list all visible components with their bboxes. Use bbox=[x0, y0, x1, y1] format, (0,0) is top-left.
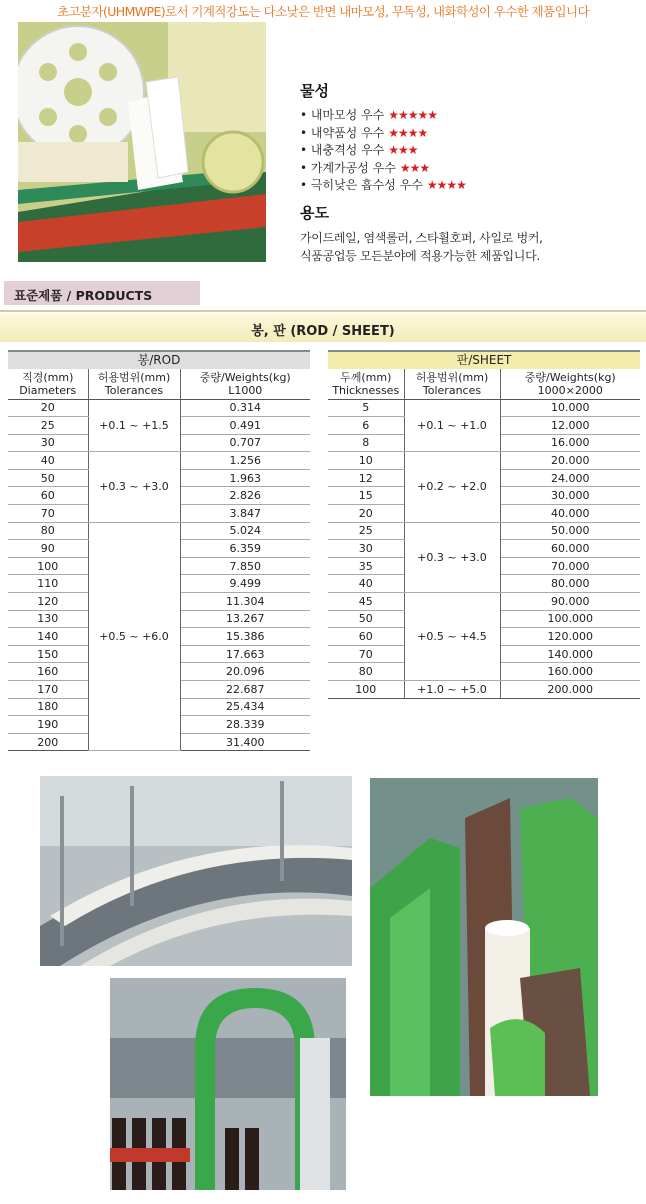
sheet-thickness: 10 bbox=[328, 452, 404, 470]
rod-diameter: 20 bbox=[8, 399, 88, 417]
rod-weight: 15.386 bbox=[180, 628, 310, 646]
rod-tolerance: +0.5 ~ +6.0 bbox=[88, 522, 180, 751]
star-rating: ★★★★ bbox=[426, 178, 466, 192]
table-row bbox=[328, 681, 640, 699]
sheet-thickness: 50 bbox=[328, 610, 404, 628]
sheet-weight: 12.000 bbox=[500, 417, 640, 435]
rod-diameter: 40 bbox=[8, 452, 88, 470]
sheet-tolerance: +0.2 ~ +2.0 bbox=[404, 452, 500, 522]
rod-diameter: 190 bbox=[8, 716, 88, 734]
property-label: • 극히낮은 흡수성 우수 bbox=[300, 178, 423, 192]
property-label: • 가계가공성 우수 bbox=[300, 160, 396, 175]
rod-diameter: 150 bbox=[8, 645, 88, 663]
sheet-caption: 판/SHEET bbox=[328, 351, 640, 369]
uses-section bbox=[300, 202, 640, 265]
sheet-weight: 40.000 bbox=[500, 505, 640, 523]
sheet-thickness: 5 bbox=[328, 399, 404, 417]
sheet-thickness: 15 bbox=[328, 487, 404, 505]
sheet-thickness: 60 bbox=[328, 628, 404, 646]
sheet-thickness: 45 bbox=[328, 593, 404, 611]
table-row bbox=[8, 452, 310, 470]
sheet-weight: 16.000 bbox=[500, 434, 640, 452]
products-label: 표준제품 / PRODUCTS bbox=[4, 281, 200, 305]
rod-weight: 5.024 bbox=[180, 522, 310, 540]
rod-weight: 0.491 bbox=[180, 417, 310, 435]
conveyor-photo bbox=[40, 776, 352, 966]
sheet-thickness: 100 bbox=[328, 681, 404, 699]
rod-weight: 0.707 bbox=[180, 434, 310, 452]
rod-diameter: 170 bbox=[8, 681, 88, 699]
rod-diameter: 30 bbox=[8, 434, 88, 452]
sheet-table bbox=[328, 350, 640, 699]
profiles-photo-illustration bbox=[370, 778, 598, 1096]
rod-table bbox=[8, 350, 310, 751]
rod-weight: 22.687 bbox=[180, 681, 310, 699]
sheet-weight: 160.000 bbox=[500, 663, 640, 681]
rod-weight: 1.963 bbox=[180, 469, 310, 487]
rod-weight: 13.267 bbox=[180, 610, 310, 628]
bottling-photo-illustration bbox=[110, 978, 346, 1190]
rod-weight: 11.304 bbox=[180, 593, 310, 611]
sheet-header-thickness: 두께(mm) Thicknesses bbox=[328, 369, 404, 399]
star-rating: ★★★ bbox=[399, 160, 430, 175]
rod-weight: 28.339 bbox=[180, 716, 310, 734]
sheet-thickness: 35 bbox=[328, 557, 404, 575]
rod-weight: 1.256 bbox=[180, 452, 310, 470]
sheet-tolerance: +0.5 ~ +4.5 bbox=[404, 593, 500, 681]
sheet-weight: 120.000 bbox=[500, 628, 640, 646]
rod-diameter: 25 bbox=[8, 417, 88, 435]
table-row bbox=[328, 452, 640, 470]
rod-weight: 20.096 bbox=[180, 663, 310, 681]
rod-weight: 2.826 bbox=[180, 487, 310, 505]
sheet-weight: 70.000 bbox=[500, 557, 640, 575]
divider bbox=[0, 310, 646, 312]
star-rating: ★★★★ bbox=[388, 125, 428, 140]
rodsheet-title: 봉, 판 (ROD / SHEET) bbox=[0, 314, 646, 342]
rod-weight: 3.847 bbox=[180, 505, 310, 523]
uses-line-2: 식품공업등 모든분야에 적용가능한 제품입니다. bbox=[300, 249, 540, 263]
rod-diameter: 80 bbox=[8, 522, 88, 540]
rod-diameter: 200 bbox=[8, 733, 88, 751]
rod-diameter: 140 bbox=[8, 628, 88, 646]
rod-diameter: 50 bbox=[8, 469, 88, 487]
property-item bbox=[300, 160, 640, 178]
table-row bbox=[328, 399, 640, 417]
property-label: • 내마모성 우수 bbox=[300, 108, 385, 122]
sheet-weight: 90.000 bbox=[500, 593, 640, 611]
sheet-weight: 20.000 bbox=[500, 452, 640, 470]
rod-diameter: 100 bbox=[8, 557, 88, 575]
sheet-weight: 24.000 bbox=[500, 469, 640, 487]
rod-diameter: 60 bbox=[8, 487, 88, 505]
table-row bbox=[8, 522, 310, 540]
rod-header-tolerance: 허용범위(mm) Tolerances bbox=[88, 369, 180, 399]
rod-weight: 0.314 bbox=[180, 399, 310, 417]
property-label: • 내약품성 우수 bbox=[300, 125, 385, 140]
rod-weight: 9.499 bbox=[180, 575, 310, 593]
sheet-thickness: 40 bbox=[328, 575, 404, 593]
sheet-thickness: 25 bbox=[328, 522, 404, 540]
sheet-tolerance: +0.1 ~ +1.0 bbox=[404, 399, 500, 452]
rod-tolerance: +0.1 ~ +1.5 bbox=[88, 399, 180, 452]
sheet-thickness: 20 bbox=[328, 505, 404, 523]
rod-diameter: 110 bbox=[8, 575, 88, 593]
rod-weight: 17.663 bbox=[180, 645, 310, 663]
rod-header-weight: 중량/Weights(kg) L1000 bbox=[180, 369, 310, 399]
sheet-weight: 60.000 bbox=[500, 540, 640, 558]
rod-weight: 31.400 bbox=[180, 733, 310, 751]
profiles-photo bbox=[370, 778, 598, 1096]
table-row bbox=[328, 593, 640, 611]
rod-diameter: 120 bbox=[8, 593, 88, 611]
sheet-weight: 200.000 bbox=[500, 681, 640, 699]
sheet-weight: 10.000 bbox=[500, 399, 640, 417]
table-row bbox=[8, 399, 310, 417]
table-row bbox=[328, 522, 640, 540]
sheet-weight: 100.000 bbox=[500, 610, 640, 628]
star-rating: ★★★ bbox=[388, 143, 418, 157]
sheet-tolerance: +1.0 ~ +5.0 bbox=[404, 681, 500, 699]
headline: 초고분자(UHMWPE)로서 기계적강도는 다소낮은 반면 내마모성, 무독성, 내화학성이 우수한 제품입니다 bbox=[57, 4, 589, 19]
sheet-thickness: 6 bbox=[328, 417, 404, 435]
sheet-weight: 50.000 bbox=[500, 522, 640, 540]
sheet-header-weight: 중량/Weights(kg) 1000×2000 bbox=[500, 369, 640, 399]
rod-diameter: 180 bbox=[8, 698, 88, 716]
rod-diameter: 130 bbox=[8, 610, 88, 628]
rod-header-diameter: 직경(mm) Diameters bbox=[8, 369, 88, 399]
bottling-line-photo bbox=[110, 978, 346, 1190]
rod-caption: 봉/ROD bbox=[8, 351, 310, 369]
property-label: • 내충격성 우수 bbox=[300, 143, 385, 157]
properties-title: 물성 bbox=[300, 82, 329, 100]
sheet-thickness: 80 bbox=[328, 663, 404, 681]
rod-weight: 6.359 bbox=[180, 540, 310, 558]
property-item bbox=[300, 107, 640, 125]
sheet-thickness: 8 bbox=[328, 434, 404, 452]
sheet-weight: 30.000 bbox=[500, 487, 640, 505]
property-item bbox=[300, 125, 640, 143]
uses-title: 용도 bbox=[300, 204, 329, 222]
rod-weight: 25.434 bbox=[180, 698, 310, 716]
conveyor-photo-illustration bbox=[40, 776, 352, 966]
rod-diameter: 160 bbox=[8, 663, 88, 681]
sheet-tolerance: +0.3 ~ +3.0 bbox=[404, 522, 500, 592]
rod-diameter: 90 bbox=[8, 540, 88, 558]
properties-section bbox=[300, 80, 640, 195]
star-rating: ★★★★★ bbox=[388, 108, 438, 122]
sheet-weight: 80.000 bbox=[500, 575, 640, 593]
sheet-thickness: 12 bbox=[328, 469, 404, 487]
property-item bbox=[300, 177, 640, 195]
rod-diameter: 70 bbox=[8, 505, 88, 523]
product-photo-gears bbox=[18, 22, 266, 262]
rod-weight: 7.850 bbox=[180, 557, 310, 575]
gears-photo-illustration bbox=[18, 22, 266, 262]
sheet-thickness: 30 bbox=[328, 540, 404, 558]
sheet-weight: 140.000 bbox=[500, 645, 640, 663]
sheet-header-tolerance: 허용범위(mm) Tolerances bbox=[404, 369, 500, 399]
rod-tolerance: +0.3 ~ +3.0 bbox=[88, 452, 180, 522]
properties-list bbox=[300, 107, 640, 195]
sheet-thickness: 70 bbox=[328, 645, 404, 663]
property-item bbox=[300, 142, 640, 160]
uses-line-1: 가이드레일, 염색롤러, 스타휠호퍼, 사일로 벙커, bbox=[300, 231, 543, 245]
